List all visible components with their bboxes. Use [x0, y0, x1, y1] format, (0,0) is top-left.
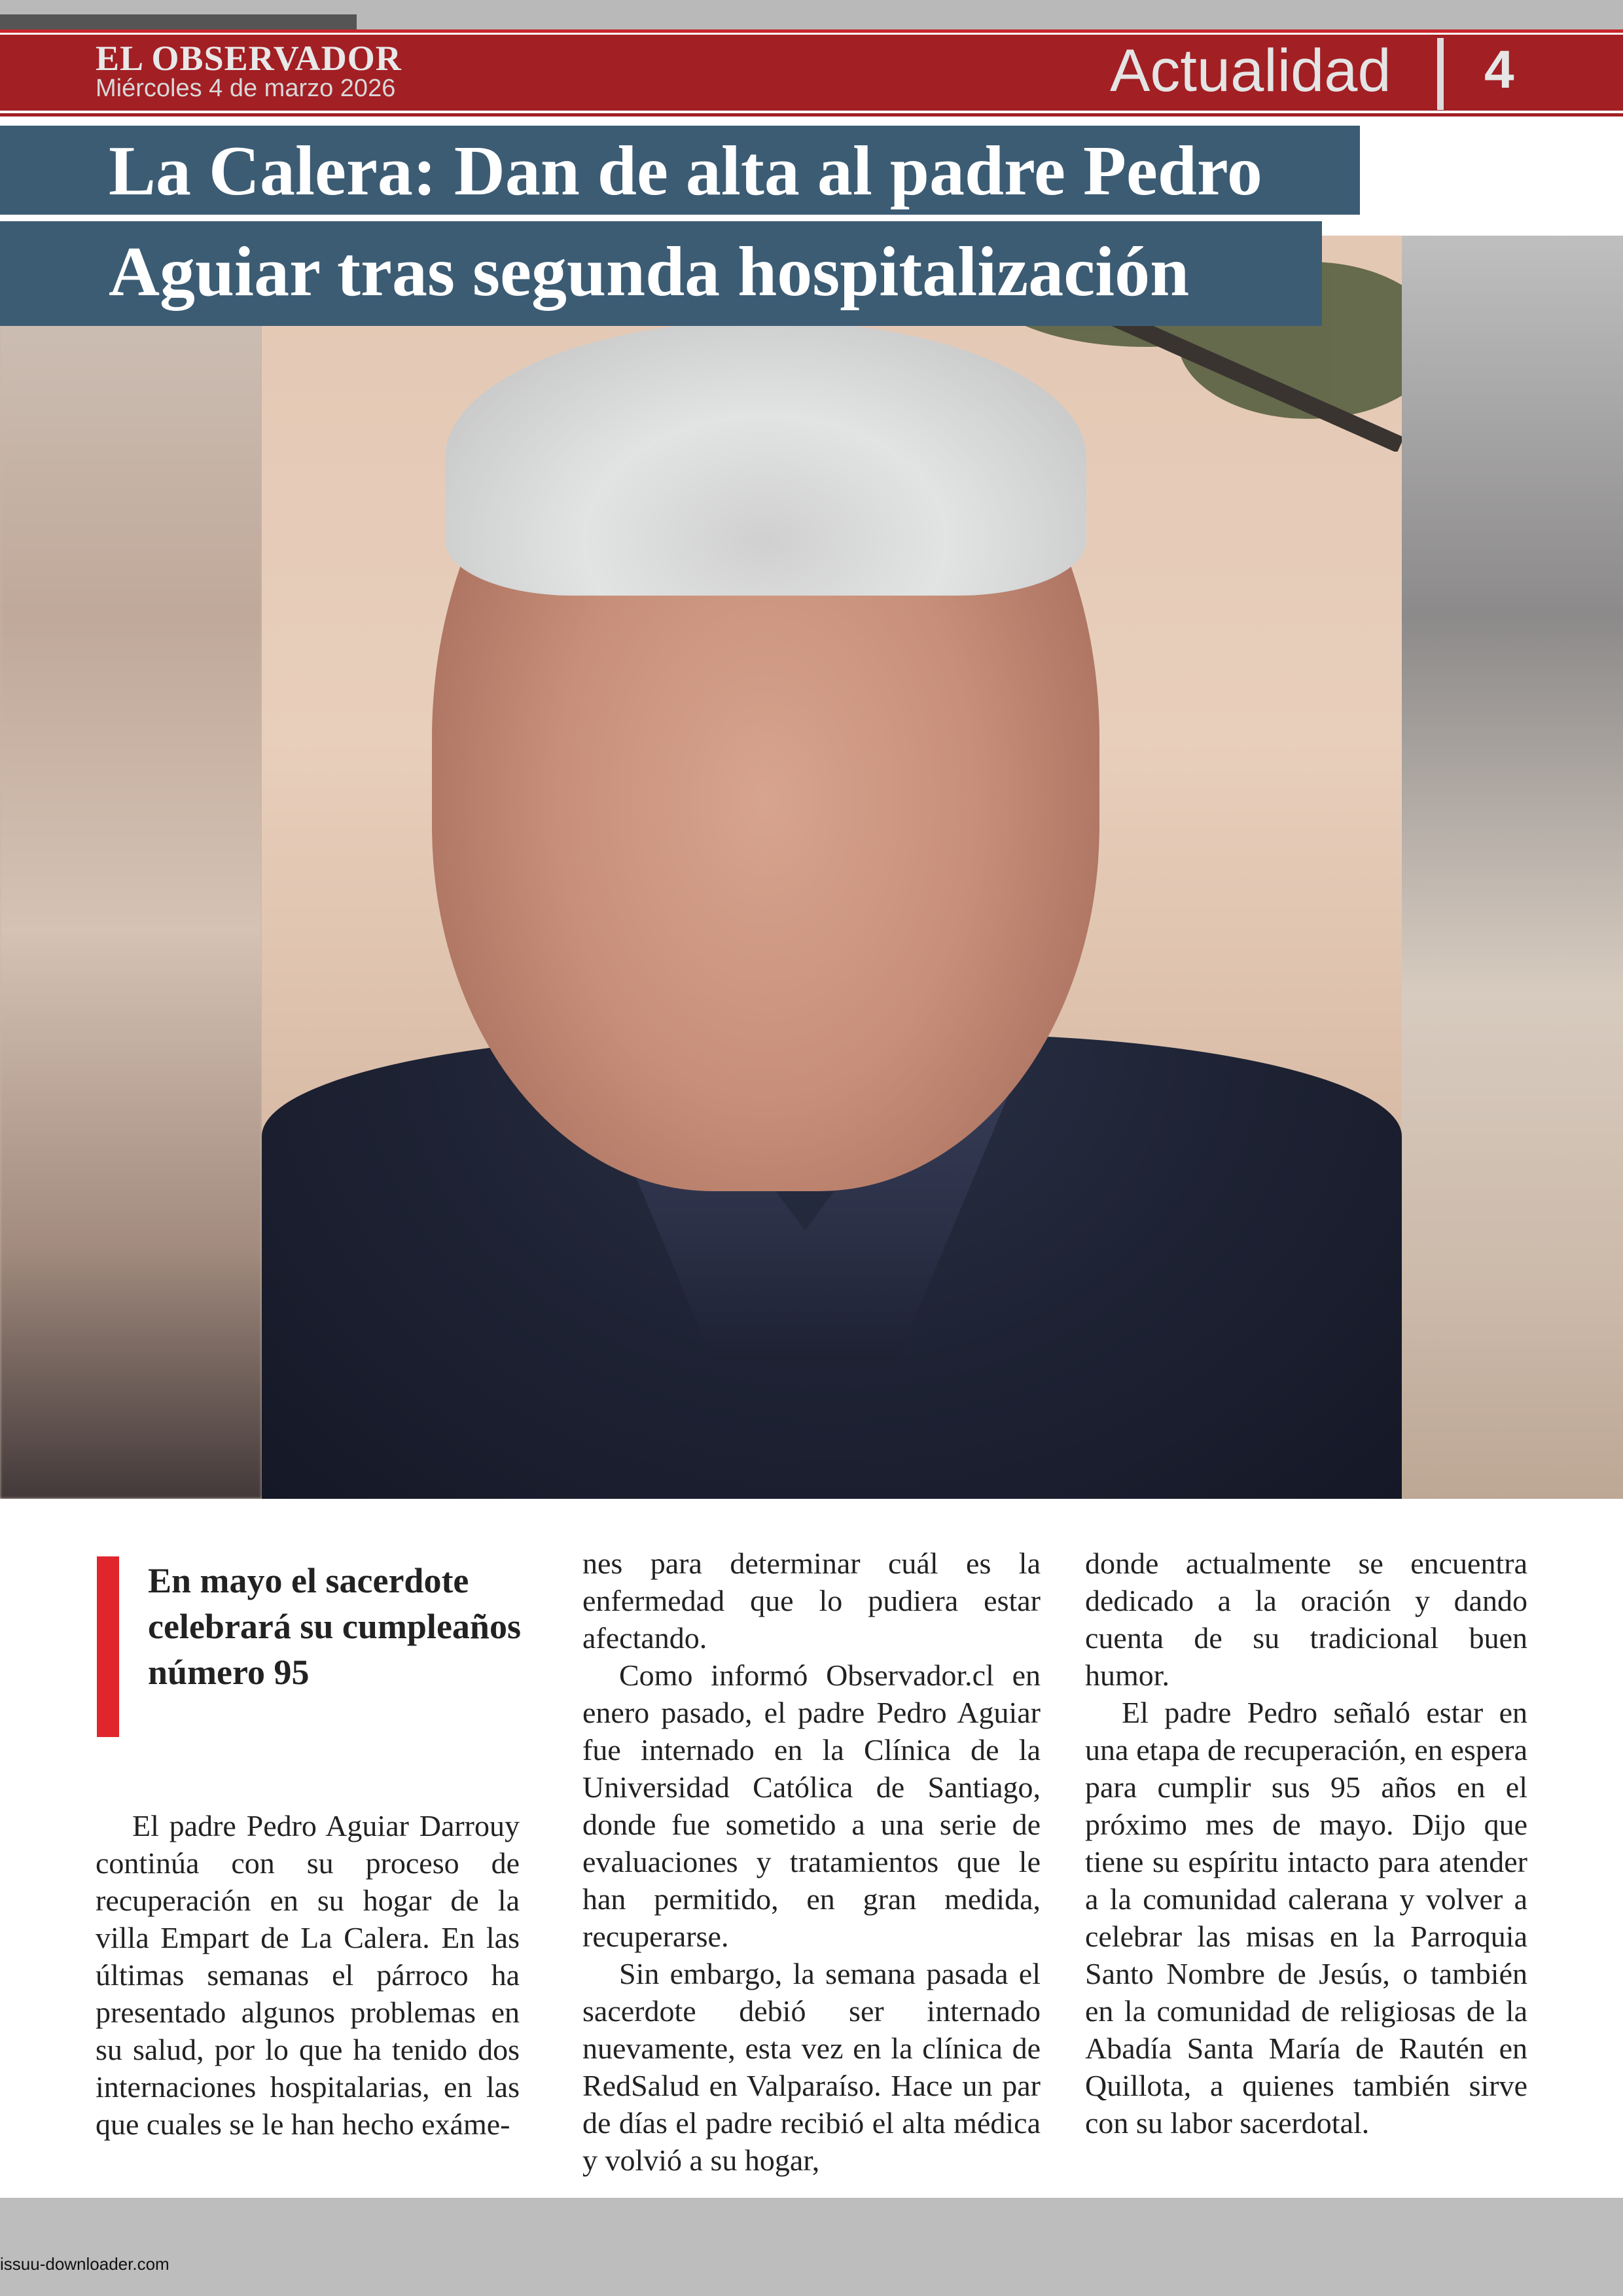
- masthead: EL OBSERVADOR: [96, 39, 402, 78]
- kicker-accent-bar: [97, 1556, 119, 1737]
- issue-date: Miércoles 4 de marzo 2026: [96, 75, 396, 102]
- page-number-divider: [1437, 38, 1444, 110]
- footer-band: [0, 2198, 1623, 2296]
- body-column-3: [1085, 1545, 1527, 2142]
- top-dark-strip: [0, 14, 357, 29]
- paragraph: Como informó Observador.cl en enero pasado, el padre Pedro Aguiar fue internado en la Clínica de la Universidad Católica de Santiago, donde fue sometido a una serie de evaluaciones y tratamientos que le han permitido, en gran medida, recuperarse.: [582, 1659, 1041, 1953]
- photo-portrait-hair: [445, 321, 1086, 596]
- headline-line-1: La Calera: Dan de alta al padre Pedro: [109, 132, 1262, 210]
- body-column-1: [96, 1807, 520, 2143]
- kicker-text: En mayo el sacerdote celebrará su cumpleaños número 95: [148, 1561, 521, 1692]
- article-photo: [0, 233, 1623, 1499]
- headline-line-2-box: [0, 221, 1322, 326]
- paragraph: nes para determinar cuál es la enfermedad que lo pudiera estar afectando.: [582, 1547, 1041, 1655]
- headline-line-2: Aguiar tras segunda hospitalización: [109, 233, 1190, 311]
- paragraph: donde actualmente se encuentra dedicado a la oración y dando cuenta de su tradicional buen humor.: [1085, 1547, 1527, 1692]
- paragraph: El padre Pedro señaló estar en una etapa de recuperación, en espera para cumplir sus 95 años en el próximo mes de mayo. Dijo que tiene su espíritu intacto para atender a la comunidad calerana y volver a celebrar las misas en la Parroquia Santo Nombre de Jesús, o también en la comunidad de religiosas de la Abadía Santa María de Rautén en Quillota, a quienes también sirve con su labor sacerdotal.: [1085, 1696, 1527, 2140]
- section-name: Actualidad: [1110, 37, 1391, 104]
- headline-line-1-box: [0, 126, 1360, 215]
- photo-blur-left: [0, 236, 262, 1499]
- paragraph: Sin embargo, la semana pasada el sacerdote debió ser internado nuevamente, esta vez en la clínica de RedSalud en Valparaíso. Hace un par de días el padre recibió el alta médica y volvió a su hogar,: [582, 1957, 1041, 2177]
- page-number: 4: [1484, 40, 1514, 99]
- header-bottom-rule: [0, 113, 1623, 117]
- photo-blur-right: [1402, 236, 1623, 1499]
- footer-credit: issuu-downloader.com: [0, 2254, 169, 2274]
- body-column-2: [582, 1545, 1041, 2179]
- paragraph: El padre Pedro Aguiar Darrouy continúa con su proceso de recuperación en su hogar de la villa Empart de La Calera. En las últimas semanas el párroco ha presentado algunos problemas en su salud, por lo que ha tenido dos internaciones hospitalarias, en las que cuales se le han hecho exáme-: [96, 1809, 520, 2141]
